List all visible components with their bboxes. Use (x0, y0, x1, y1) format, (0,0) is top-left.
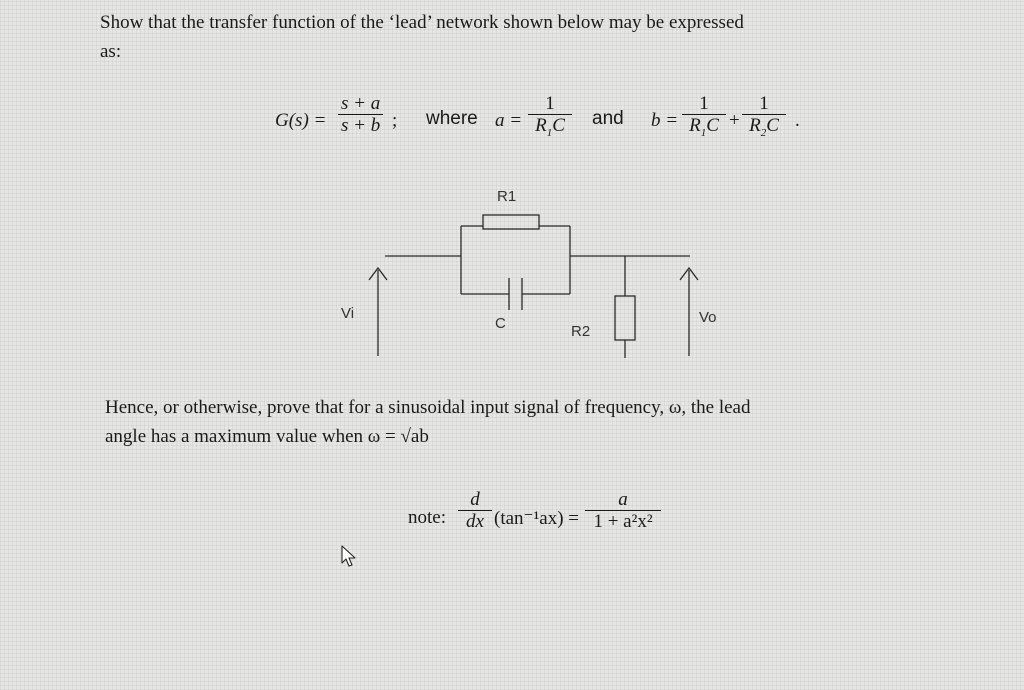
ddx-denominator: dx (466, 511, 484, 532)
ddx-numerator: d (458, 490, 492, 511)
mouse-pointer-icon (340, 544, 358, 568)
part2-line2: angle has a maximum value when ω = √ab (105, 426, 429, 447)
gs-lhs: G(s) = (275, 110, 327, 131)
r1-resistor (483, 215, 539, 229)
b-denominator-1: $R_1C$ (689, 115, 719, 139)
gs-denominator: s + b (341, 115, 381, 136)
b-numerator-1: 1 (682, 94, 726, 115)
a-numerator: 1 (528, 94, 572, 115)
tan-expression: (tan⁻¹ax) = (494, 508, 579, 529)
r1-label: R1 (497, 188, 517, 205)
a-denominator: $R_1C$ (535, 115, 565, 139)
gs-separator: ; (392, 110, 398, 131)
c-label: C (495, 315, 506, 332)
and-label: and (592, 108, 624, 129)
rhs-numerator: a (585, 490, 661, 511)
b-denominator-2: $R_2C$ (749, 115, 779, 139)
where-label: where (426, 108, 478, 129)
rhs-fraction (585, 490, 661, 533)
r2-label: R2 (571, 323, 591, 340)
rhs-denominator: 1 + a²x² (593, 511, 653, 532)
question-intro-line1: Show that the transfer function of the ‘lead’ network shown below may be expressed (100, 12, 744, 33)
b-end: . (795, 110, 800, 131)
ddx-fraction (458, 490, 492, 533)
b-numerator-2: 1 (742, 94, 786, 115)
b-lhs: b = (651, 110, 679, 131)
a-lhs: a = (495, 110, 523, 131)
gs-numerator: s + a (338, 94, 383, 115)
part2-line1: Hence, or otherwise, prove that for a sinusoidal input signal of frequency, ω, the lead (105, 397, 751, 418)
r2-resistor (615, 296, 635, 340)
vi-label: Vi (341, 305, 355, 322)
note-label: note: (408, 507, 446, 528)
vo-label: Vo (699, 309, 717, 326)
b-plus: + (729, 110, 740, 131)
question-intro-line2: as: (100, 41, 122, 62)
